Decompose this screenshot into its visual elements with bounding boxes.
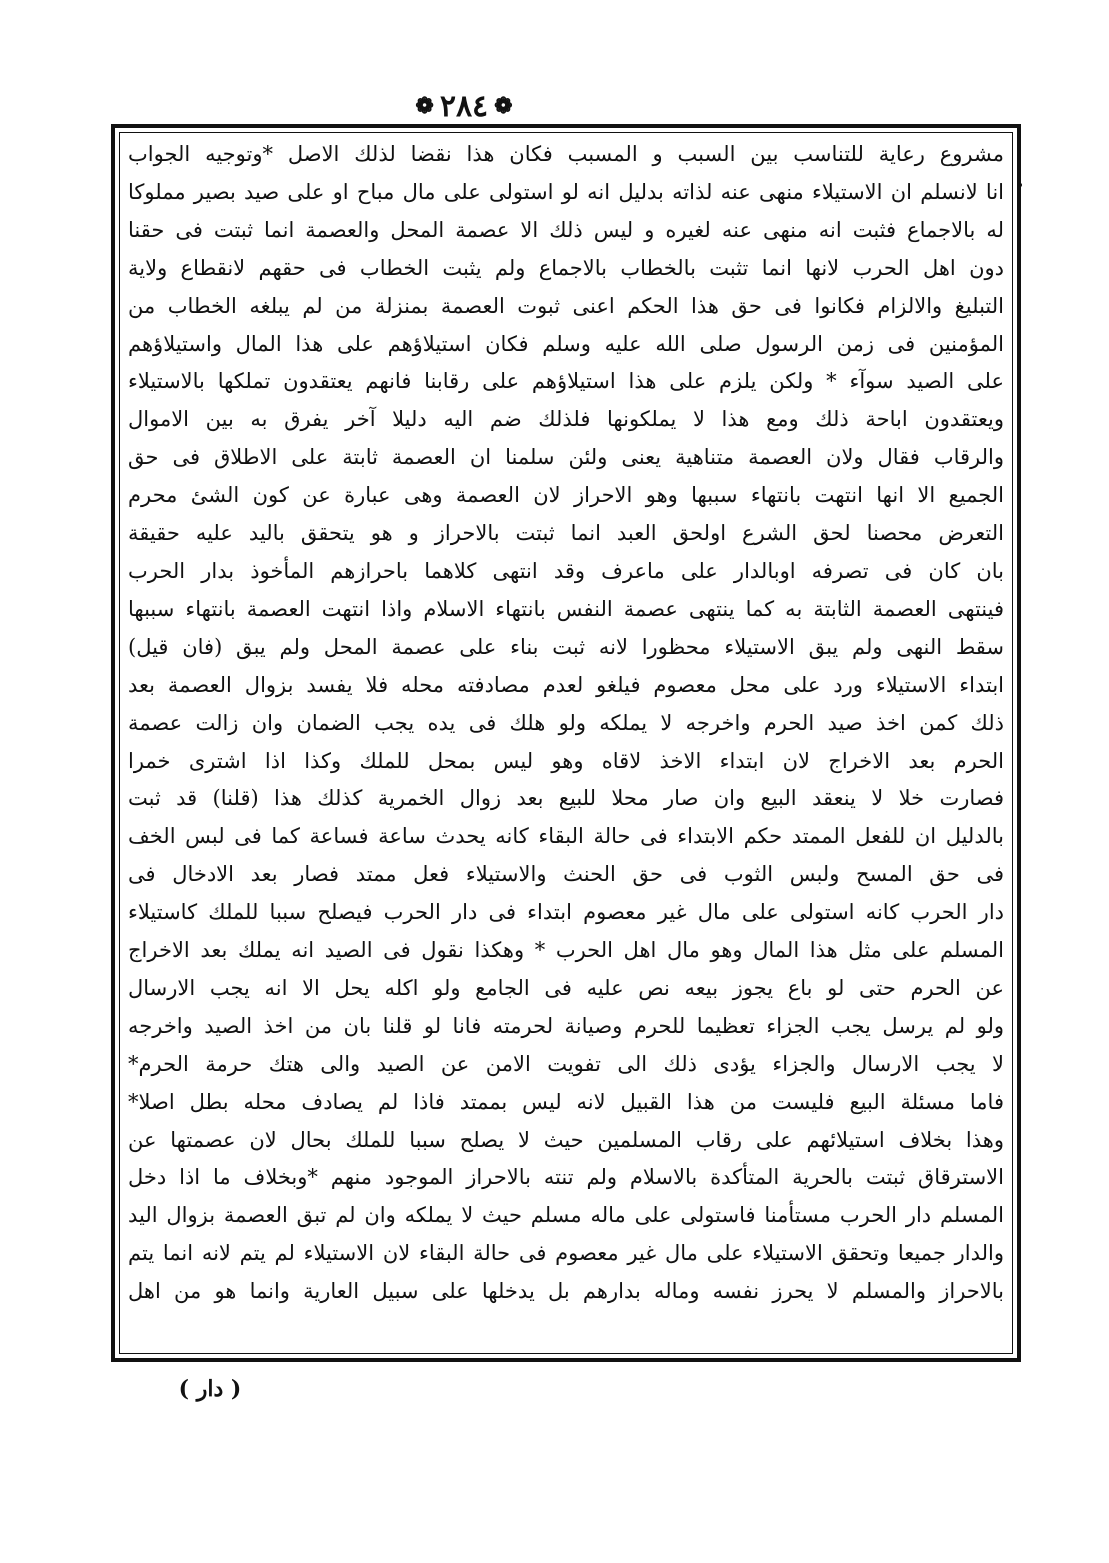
text-line: والرقاب فقال ولان العصمة متناهية يعنى ولئن سلمنا ان العصمة ثابتة على الاطلاق فى حق [128,445,1004,470]
text-line: بالدليل ان للفعل الممتد حكم الابتداء فى حالة البقاء كانه يحدث ساعة فساعة كما فى لبس الخف [128,824,1004,849]
text-line: انا لانسلم ان الاستيلاء منهى عنه لذاته بدليل انه لو استولى على مال مباح او على صيد بصير مملوكا [128,179,1004,204]
text-body [128,136,1004,1348]
text-line: الاسترقاق ثبتت بالحرية المتأكدة بالاسلام ولم تنته بالاحراز الموجود منهم *وبخلاف ما اذا دخل [128,1165,1004,1190]
text-line: الجميع الا انها انتهت بانتهاء سببها وهو الاحراز لان العصمة وهى عبارة عن كون الشئ محرم [128,483,1004,508]
catchword: ( دار ) [178,1376,242,1402]
ornament-icon: ❁ [415,93,434,119]
text-line: دار الحرب كانه استولى على مال غير معصوم ابتداء فى دار الحرب فيصلح سببا للملك كاستيلاء [128,900,1004,925]
text-line: فينتهى العصمة الثابتة به كما ينتهى عصمة النفس بانتهاء الاسلام واذا انتهت العصمة بانتهاء سببها [128,596,1004,621]
text-line: التعرض محصنا لحق الشرع اولحق العبد انما ثبتت بالاحراز و هو يتحقق باليد عليه حقيقة [128,521,1004,546]
text-line: دون اهل الحرب لانها انما تثبت بالخطاب بالاجماع ولم يثبت الخطاب فى حقهم لانقطاع ولاية [128,255,1004,280]
text-line: لا يجب الارسال والجزاء يؤدى ذلك الى تفويت الامن عن الصيد والى هتك حرمة الحرم* [128,1051,1004,1076]
text-line: الحرم بعد الاخراج لان ابتداء الاخذ لاقاه وهو ليس بمحل للملك وكذا اذا اشترى خمرا [128,748,1004,773]
text-line: سقط النهى ولم يبق الاستيلاء محظورا لانه ثبت بناء على عصمة المحل ولم يبق (فان قيل) [128,634,1004,659]
text-line: على الصيد سوآء * ولكن يلزم على هذا استيلاؤهم على رقابنا فانهم يعتقدون تملكها بالاستيلاء [128,369,1004,394]
page-number: ٢٨٤ [439,88,489,124]
text-line: فى حق المسح ولبس الثوب فى حق الحنث والاستيلاء فعل ممتد فصار بعد الادخال فى [128,862,1004,887]
text-line: ذلك كمن اخذ صيد الحرم واخرجه لا يملكه ولو هلك فى يده يجب الضمان وان زالت عصمة [128,710,1004,735]
text-line: التبليغ والالزام فكانوا فى حق هذا الحكم اعنى ثبوت العصمة بمنزلة من لم يبلغه الخطاب من [128,293,1004,318]
text-line: مشروع رعاية للتناسب بين السبب و المسبب فكان هذا نقضا لذلك الاصل *وتوجيه الجواب [128,142,1004,166]
page-header [384,86,544,126]
text-line [128,1311,1004,1348]
text-line: فاما مسئلة البيع فليست من هذا القبيل لانه ليس بممتد فاذا لم يصادف محله بطل اصلا* [128,1089,1004,1114]
text-line: بان كان فى تصرفه اوبالدار على ماعرف وقد انتهى كلاهما باحرازهم المأخوذ بدار الحرب [128,558,1004,583]
text-line: ولو لم يرسل يجب الجزاء تعظيما للحرم وصيانة لحرمته فانا لو قلنا بان من اخذ الصيد واخرجه [128,1013,1004,1038]
text-line: عن الحرم حتى لو باع يجوز بيعه نص عليه فى الجامع ولو اكله يحل الا انه يجب الارسال [128,975,1004,1000]
text-line: المسلم على مثل هذا المال وهو مال اهل الحرب * وهكذا نقول فى الصيد انه يملك بعد الاخراج [128,938,1004,963]
text-line: فصارت خلا لا ينعقد البيع وان صار محلا للبيع بعد زوال الخمرية كذلك هذا (قلنا) قد ثبت [128,786,1004,811]
text-line: ويعتقدون اباحة ذلك ومع هذا لا يملكونها فلذلك ضم اليه دليلا آخر يفرق به بين الاموال [128,407,1004,432]
ornament-icon: ❁ [494,93,513,119]
text-line: المؤمنين فى زمن الرسول صلى الله عليه وسلم فكان استيلاؤهم على هذا المال واستيلاؤهم [128,331,1004,356]
text-line: والدار جميعا وتحقق الاستيلاء على مال غير معصوم فى حالة البقاء لان الاستيلاء لم يتم لانه انما يتم [128,1241,1004,1266]
text-line: المسلم دار الحرب مستأمنا فاستولى على ماله مسلم حيث لا يملكه وان لم تبق العصمة بزوال اليد [128,1203,1004,1228]
text-line: ابتداء الاستيلاء ورد على محل معصوم فيلغو لعدم مصادفته محله فلا يفسد بزوال العصمة بعد [128,672,1004,697]
text-line: له بالاجماع فثبت انه منهى عنه لغيره و ليس ذلك الا عصمة المحل والعصمة انما ثبتت فى حقنا [128,217,1004,242]
text-line: بالاحراز والمسلم لا يحرز نفسه وماله بدارهم بل يدخلها على سبيل العارية وانما هو من اهل [128,1279,1004,1304]
text-line: وهذا بخلاف استيلائهم على رقاب المسلمين حيث لا يصلح سببا للملك بحال لان عصمتها عن [128,1127,1004,1152]
